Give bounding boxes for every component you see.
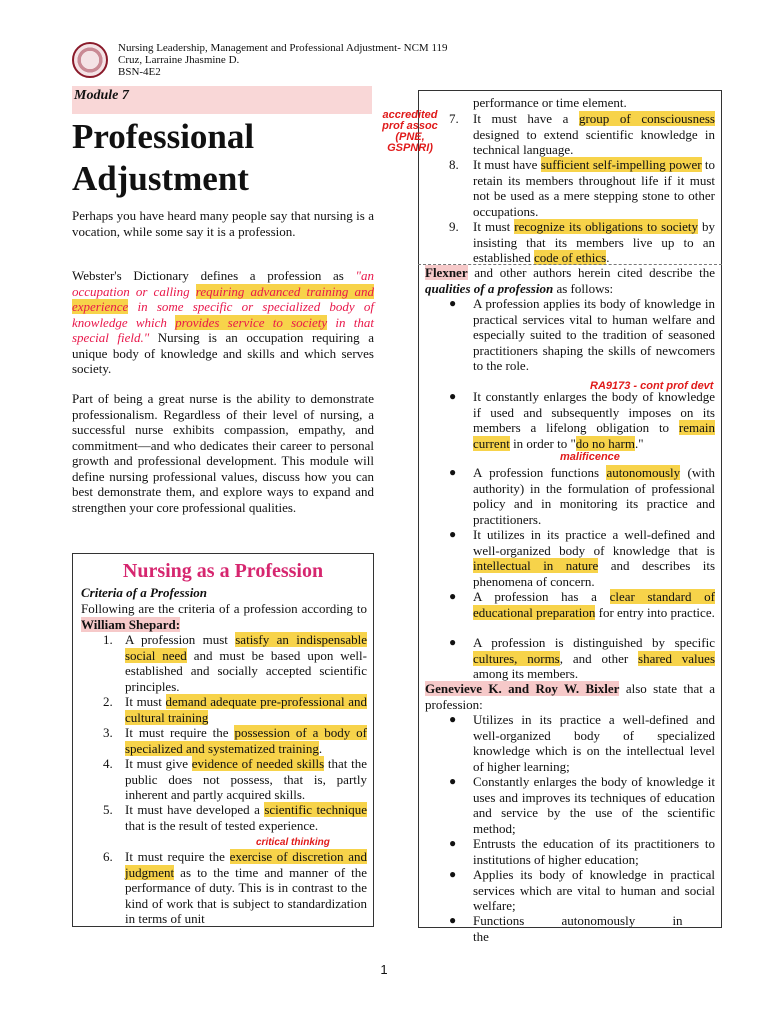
bullet-highlight: cultures, norms	[473, 650, 560, 666]
criteria-item-3	[125, 725, 367, 756]
bullet-highlight: autonomously	[606, 465, 681, 480]
bullet-icon: ●	[449, 712, 457, 726]
item-text: It must give	[125, 756, 192, 771]
william-shepard: William Shepard:	[81, 616, 181, 632]
bullet-text: , and other	[559, 650, 639, 666]
item-highlight: evidence of needed skills	[191, 756, 325, 771]
bixler-name: Genevieve K. and Roy W. Bixler	[425, 681, 620, 696]
bullet-icon: ●	[449, 774, 457, 788]
box-subtitle: Criteria of a Profession	[81, 585, 208, 600]
bullet-highlight: clear standard of educational preparation	[473, 589, 715, 620]
annotation-line: GSPNRI)	[387, 142, 433, 154]
item-text: .	[318, 740, 323, 756]
annotation-accredited	[378, 110, 442, 154]
flexner-bullet-3	[473, 465, 715, 527]
flexner-bullet-2	[473, 389, 715, 451]
box-intro	[81, 601, 367, 632]
quote-part-2: in some specific or specialized body of knowledge which	[72, 299, 374, 330]
criteria-item-1	[125, 632, 367, 694]
annotation-line: prof assoc	[382, 120, 438, 132]
bullet-text: among its members.	[473, 666, 579, 681]
criteria-item-2	[125, 694, 367, 725]
flexner-text: as follows:	[553, 280, 614, 296]
item-text: designed to extend scientific knowledge in technical language.	[473, 126, 715, 157]
bullet-text: ."	[635, 435, 644, 451]
criteria-item-9	[473, 219, 715, 266]
item-highlight: group of consciousness	[578, 111, 715, 126]
bullet-text: A profession has a	[473, 589, 610, 604]
module-label: Module 7	[74, 88, 129, 103]
quote-part-1: "an occupation or calling	[72, 268, 374, 299]
annotation-ra9173: RA9173 - cont prof devt	[590, 380, 714, 392]
flexner-intro	[425, 265, 715, 296]
bullet-icon: ●	[449, 867, 457, 881]
annotation-malificence: malificence	[560, 451, 620, 463]
bullet-icon: ●	[449, 635, 457, 649]
item-number: 2.	[103, 694, 113, 709]
bullet-text: A profession is distinguished by specific	[473, 635, 715, 650]
bullet-text: A profession functions	[473, 465, 607, 480]
p2-text: Webster's Dictionary defines a profession as	[72, 268, 356, 283]
annotation-line: (PNE,	[395, 131, 425, 143]
bixler-bullet-2: Constantly enlarges the body of knowledge it uses and improves its techniques of education and service by the use of the scientific method;	[473, 774, 715, 836]
item-number: 3.	[103, 725, 113, 740]
criteria-box	[72, 553, 374, 927]
flexner-bullet-4	[473, 527, 715, 589]
bullet-text: for entry into practice.	[595, 604, 715, 620]
flexner-text: and other authors herein cited describe the	[467, 265, 715, 280]
item-highlight: satisfy an indispensable social need	[125, 632, 367, 663]
item-text: It must require the	[125, 849, 230, 864]
item-highlight: possession of a body of specialized and systematized training	[125, 725, 367, 756]
bixler-bullet-3: Entrusts the education of its practitioners to institutions of higher education;	[473, 836, 715, 867]
bullet-icon: ●	[449, 589, 457, 603]
bullet-icon: ●	[449, 913, 457, 927]
bixler-bullet-5: Functions autonomously in the	[473, 913, 683, 944]
bullet-icon: ●	[449, 465, 457, 479]
item-text: and must be based upon well-established and socially accepted scientific principles.	[125, 647, 367, 694]
item-text: It must have a	[473, 111, 579, 126]
section: BSN-4E2	[118, 66, 161, 78]
item-highlight: exercise of discretion and judgment	[125, 849, 367, 880]
item-text: It must have developed a	[125, 802, 265, 817]
bullet-icon: ●	[449, 389, 457, 403]
intro-paragraph-1: Perhaps you have heard many people say that nursing is a vocation, while some say it is a profession.	[72, 208, 374, 239]
item-text: A profession must	[125, 632, 236, 647]
item-text: It must require the	[125, 725, 235, 740]
item-number: 7.	[449, 111, 459, 126]
bullet-highlight: intellectual in nature	[473, 558, 599, 573]
bullet-text: It utilizes in its practice a well-defined and well-organized body of knowledge that is	[473, 527, 715, 558]
bixler-intro	[425, 681, 715, 712]
item-highlight: demand adequate pre-professional and cultural training	[125, 694, 367, 725]
student-name: Cruz, Larraine Jhasmine D.	[118, 54, 240, 66]
item-number: 5.	[103, 802, 113, 817]
annotation-critical-thinking: critical thinking	[256, 837, 330, 848]
criteria-continued-box	[418, 90, 722, 944]
item-number: 8.	[449, 157, 459, 172]
flexner-bullet-1: A profession applies its body of knowledge in practical services vital to human welfare and especially suited to the tradition of seasoned practitioners shaping the skills of newcomers to the role.	[473, 296, 715, 373]
item-number: 9.	[449, 219, 459, 234]
item-text: that the public does not possess, that is, partly inherent and partly acquired skills.	[125, 756, 367, 802]
item-text: It must	[473, 219, 515, 234]
bullet-highlight: do no harm	[575, 435, 635, 451]
bullet-highlight: shared values	[638, 650, 715, 666]
item-number: 4.	[103, 756, 113, 771]
flexner-qualities: qualities of a profession	[425, 280, 554, 296]
intro-paragraph-3: Part of being a great nurse is the ability to demonstrate professionalism. Regardless of their level of nursing, a successful nurse exhibits compassion, empathy, and commitment—and who dedicates their career to personal growth and professional development. This module will define nursing professional values, discuss how you can best demonstrate them, and explore ways to expand and strengthen your core professional qualities.	[72, 391, 374, 515]
item-text: It must	[125, 694, 166, 709]
item-highlight: scientific technique	[264, 802, 367, 817]
bullet-text: It constantly enlarges the body of knowledge if used and subsequently imposes on its members a lifelong obligation to	[473, 389, 715, 435]
criteria-item-7	[473, 111, 715, 158]
university-seal-icon	[72, 42, 108, 78]
bullet-text: in order to "	[509, 435, 576, 451]
title-line-1: Professional	[72, 117, 255, 156]
highlight-service-to-society: provides service to society	[175, 314, 328, 330]
flexner-bullet-5	[473, 589, 715, 620]
annotation-line: accredited	[382, 109, 438, 121]
page-number: 1	[380, 962, 388, 977]
criteria-item-4	[125, 756, 367, 803]
flexner-bullet-6	[473, 635, 715, 682]
section-divider	[418, 264, 722, 265]
document-header	[72, 40, 532, 80]
p2-tail: Nursing is an occupation requiring a unique body of knowledge and skills and which serves society.	[72, 330, 374, 376]
item-number: 6.	[103, 849, 113, 864]
bullet-icon: ●	[449, 296, 457, 310]
course-title: Nursing Leadership, Management and Professional Adjustment- NCM 119	[118, 42, 448, 54]
criteria-item-5	[125, 802, 367, 833]
bixler-text: also state that a profession:	[425, 681, 716, 712]
item-text: by insisting that its members live up to an established	[473, 219, 716, 265]
bixler-bullet-4: Applies its body of knowledge in practical services which are vital to human and social welfare;	[473, 867, 715, 913]
item-text: .	[606, 250, 610, 265]
criteria-item-6	[125, 849, 367, 927]
item-text: that is the result of tested experience.	[125, 817, 319, 833]
flexner-name: Flexner	[425, 265, 468, 280]
bullet-icon: ●	[449, 836, 457, 850]
highlight-advanced-training: requiring advanced training and experience	[72, 283, 374, 314]
item-text: to retain its members throughout life if it must not be used as a mere stepping stone to other occupations.	[473, 157, 715, 219]
item-highlight: sufficient self-impelling power	[540, 157, 702, 172]
bixler-bullet-1: Utilizes in its practice a well-defined and well-organized body of specialized knowledge which is on the intellectual level of higher learning;	[473, 712, 715, 774]
item-text: as to the time and manner of the performance of duty. This is in contrast to the kind of work that is subject to standardization in terms of unit	[125, 864, 367, 926]
item-highlight: code of ethics	[534, 250, 607, 265]
item-text: It must have	[473, 157, 541, 172]
box-title: Nursing as a Profession	[122, 560, 324, 582]
box-intro-text: Following are the criteria of a profession according to	[81, 601, 367, 616]
intro-paragraph-2	[72, 268, 374, 377]
quote-part-3: in that special field."	[72, 314, 374, 345]
bullet-text: (with authority) in the formulation of professional policy and in monitoring its practice and practitioners.	[473, 465, 715, 527]
item-highlight: recognize its obligations to society	[514, 219, 698, 234]
bullet-highlight: remain current	[473, 420, 715, 451]
page-title	[72, 116, 372, 200]
item-6-continued: performance or time element.	[473, 95, 627, 110]
criteria-item-8	[473, 157, 715, 219]
title-line-2: Adjustment	[72, 159, 249, 198]
item-number: 1.	[103, 632, 113, 647]
bullet-text: and describes its phenomena of concern.	[473, 558, 716, 589]
bullet-icon: ●	[449, 527, 457, 541]
